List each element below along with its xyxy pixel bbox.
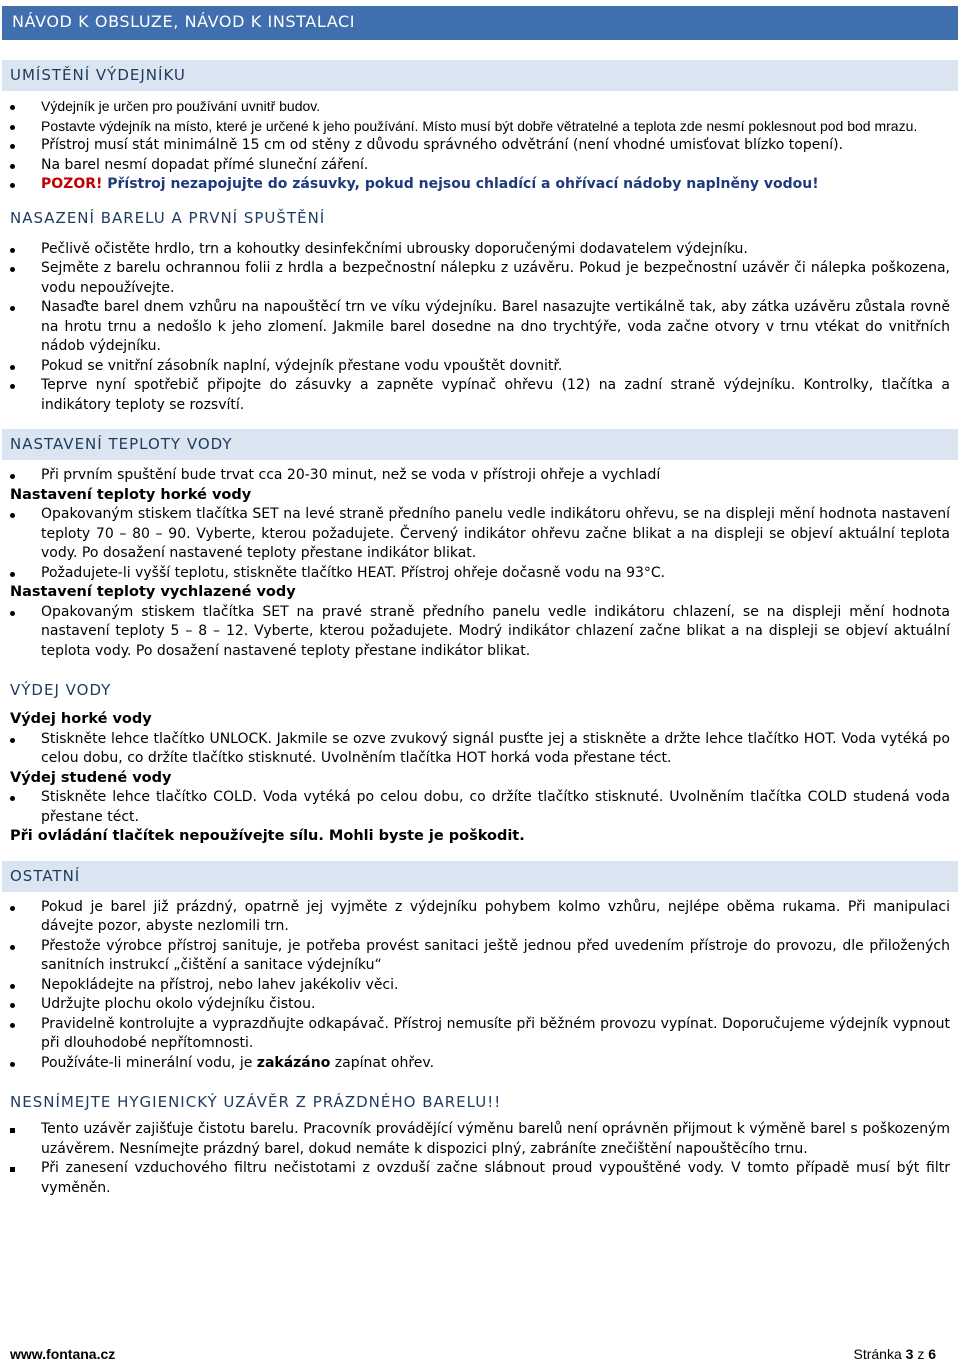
- list-item: Používáte-li minerální vodu, je zakázáno zapínat ohřev.: [0, 1054, 960, 1074]
- list-item: Opakovaným stiskem tlačítka SET na pravé straně předního panelu vedle indikátoru chlazení, se na displeji mění hodnota nastavení teploty 5 – 8 – 12. Vyberte, kterou požadujete. Modrý indikátor chlazení začne blikat a na displeji se objeví aktuální teplota vody. Po dosažení nastavené teploty přestane indikátor blikat.: [0, 603, 960, 662]
- bullet-icon: [10, 984, 15, 989]
- bullet-icon: [10, 248, 15, 253]
- section-nastaveni: [0, 429, 960, 661]
- list-item: Nasaďte barel dnem vzhůru na napouštěcí trn ve víku výdejníku. Barel nasazujte vertikálně tak, aby zátka uzávěru zůstala rovně na hrotu trnu a nedošlo k jeho zlomení. Jakmile barel dosedne na dno trychtýře, voda začne otvory v trnu vtékat do vnitřních nádob výdejníku.: [0, 298, 960, 357]
- bullet-icon: [10, 738, 15, 743]
- bullet-list: [0, 240, 960, 416]
- list-item: Pokud se vnitřní zásobník naplní, výdejník přestane vodu vpouštět dovnitř.: [0, 357, 960, 377]
- bullet-icon: [10, 105, 15, 110]
- subheading-hot: Nastavení teploty horké vody: [10, 486, 252, 503]
- list-item: Teprve nyní spotřebič připojte do zásuvky a zapněte vypínač ohřevu (12) na zadní straně výdejníku. Kontrolky, tlačítka a indikátory teploty se rozsvítí.: [0, 376, 960, 415]
- list-item: Pečlivě očistěte hrdlo, trn a kohoutky desinfekčními ubrousky doporučenými dodavatelem výdejníku.: [0, 240, 960, 260]
- section-heading: NASAZENÍ BARELU A PRVNÍ SPUŠTĚNÍ: [2, 203, 958, 234]
- bullet-icon: [10, 306, 15, 311]
- bullet-icon: [10, 365, 15, 370]
- list-item: Stiskněte lehce tlačítko UNLOCK. Jakmile se ozve zvukový signál pusťte jej a stiskněte a držte lehce tlačítko HOT. Voda vytéká po celou dobu, co držíte tlačítko stisknuté. Uvolněním tlačítka HOT horká voda přestane téct.: [0, 730, 960, 769]
- subheading-hot: Výdej horké vody: [10, 711, 152, 727]
- list-item: Opakovaným stiskem tlačítka SET na levé straně předního panelu vedle indikátoru ohřevu, se na displeji mění hodnota nastavení teploty 70 – 80 – 90. Vyberte, kterou požadujete. Červený indikátor ohřevu začne blikat a na displeji se objeví aktuální teplota vody. Po dosažení nastavené teploty přestane indikátor blikat.: [0, 505, 960, 564]
- subheading-cold: Výdej studené vody: [10, 769, 172, 786]
- section-heading: VÝDEJ VODY: [2, 675, 958, 706]
- bullet-list: [0, 1120, 960, 1198]
- section-vydej: [0, 675, 960, 847]
- section-umisteni: [0, 60, 960, 195]
- list-item: Postavte výdejník na místo, které je určené k jeho používání. Místo musí být dobře větratelné a teplota zde nesmí poklesnout pod bod mrazu.: [0, 117, 960, 137]
- list-item: Stiskněte lehce tlačítko COLD. Voda vytéká po celou dobu, co držíte tlačítko stisknuté. Uvolněním tlačítka COLD studená voda přestane téct.: [0, 788, 960, 827]
- list-item: Na barel nesmí dopadat přímé sluneční záření.: [0, 156, 960, 176]
- section-ostatni: [0, 861, 960, 1074]
- section-heading: OSTATNÍ: [2, 861, 958, 892]
- subheading-cold: Nastavení teploty vychlazené vody: [10, 584, 296, 600]
- list-item: Přestože výrobce přístroj sanituje, je potřeba provést sanitaci ještě jednou před uvedením přístroje do provozu, dle přiložených sanitních instrukcí „čištění a sanitace výdejníku“: [0, 937, 960, 976]
- warning-text: Přístroj nezapojujte do zásuvky, pokud nejsou chladící a ohřívací nádoby naplněny vodou!: [102, 176, 819, 192]
- list-item: Přístroj musí stát minimálně 15 cm od stěny z důvodu správného odvětrání (není vhodné umisťovat blízko topení).: [0, 136, 960, 156]
- bullet-icon: [10, 144, 15, 149]
- section-uzaver: [0, 1087, 960, 1198]
- square-bullet-icon: [10, 1128, 15, 1133]
- list-item: Pravidelně kontrolujte a vyprazdňujte odkapávač. Přístroj nemusíte při běžném provozu vypínat. Doporučujeme výdejník vypnout při dlouhodobé nepřítomnosti.: [0, 1015, 960, 1054]
- section-heading: UMÍSTĚNÍ VÝDEJNÍKU: [2, 60, 958, 91]
- bullet-icon: [10, 945, 15, 950]
- page-number: Stránka 3 z 6: [853, 1346, 936, 1362]
- bullet-list: [0, 97, 960, 195]
- warning-item: [0, 175, 960, 195]
- bullet-icon: [10, 513, 15, 518]
- note-text: Při ovládání tlačítek nepoužívejte sílu. Mohli byste je poškodit.: [10, 828, 525, 844]
- bullet-list: [0, 730, 960, 769]
- bullet-icon: [10, 164, 15, 169]
- list-item: Udržujte plochu okolo výdejníku čistou.: [0, 995, 960, 1015]
- website-link[interactable]: www.fontana.cz: [10, 1346, 116, 1362]
- page-title: NÁVOD K OBSLUZE, NÁVOD K INSTALACI: [2, 6, 958, 40]
- bullet-list: [0, 603, 960, 662]
- bullet-list: [0, 505, 960, 583]
- bullet-list: [0, 466, 960, 486]
- bullet-list: [0, 898, 960, 1074]
- list-item: Sejměte z barelu ochrannou folii z hrdla a bezpečnostní nálepku z uzávěru. Pokud je bezpečnostní uzávěr či nálepka poškozena, vodu nepoužívejte.: [0, 259, 960, 298]
- section-nasazeni: [0, 203, 960, 416]
- bullet-icon: [10, 1023, 15, 1028]
- bullet-icon: [10, 384, 15, 389]
- list-item: Tento uzávěr zajišťuje čistotu barelu. Pracovník provádějící výměnu barelů není oprávněn přijmout k výměně barel s poškozeným uzávěrem. Nesnímejte prázdný barel, dokud nemáte k dispozici plný, zabráníte znečištění napouštěcího trnu.: [0, 1120, 960, 1159]
- list-item: Při zanesení vzduchového filtru nečistotami z ovzduší začne slábnout proud vypouštěné vody. V tomto případě musí být filtr vyměněn.: [0, 1159, 960, 1198]
- list-item: Výdejník je určen pro používání uvnitř budov.: [0, 97, 960, 117]
- list-item: Pokud je barel již prázdný, opatrně jej vyjměte z výdejníku pohybem kolmo vzhůru, nejlépe oběma rukama. Při manipulaci dávejte pozor, abyste nezlomili trn.: [0, 898, 960, 937]
- bullet-icon: [10, 1062, 15, 1067]
- bullet-icon: [10, 267, 15, 272]
- bullet-icon: [10, 183, 15, 188]
- bullet-list: [0, 788, 960, 827]
- warning-label: POZOR!: [41, 176, 103, 192]
- document-body: [0, 60, 960, 1200]
- list-item: Při prvním spuštění bude trvat cca 20-30 minut, než se voda v přístroji ohřeje a vychladí: [0, 466, 960, 486]
- list-item: Požadujete-li vyšší teplotu, stiskněte tlačítko HEAT. Přístroj ohřeje dočasně vodu na 93°C.: [0, 564, 960, 584]
- bullet-icon: [10, 611, 15, 616]
- square-bullet-icon: [10, 1167, 15, 1172]
- section-heading: NESNÍMEJTE HYGIENICKÝ UZÁVĚR Z PRÁZDNÉHO BARELU!!: [2, 1087, 958, 1118]
- bullet-icon: [10, 474, 15, 479]
- bullet-icon: [10, 572, 15, 577]
- bullet-icon: [10, 906, 15, 911]
- list-item: Nepokládejte na přístroj, nebo lahev jakékoliv věci.: [0, 976, 960, 996]
- bullet-icon: [10, 125, 15, 130]
- section-heading: NASTAVENÍ TEPLOTY VODY: [2, 429, 958, 460]
- bullet-icon: [10, 1003, 15, 1008]
- bullet-icon: [10, 796, 15, 801]
